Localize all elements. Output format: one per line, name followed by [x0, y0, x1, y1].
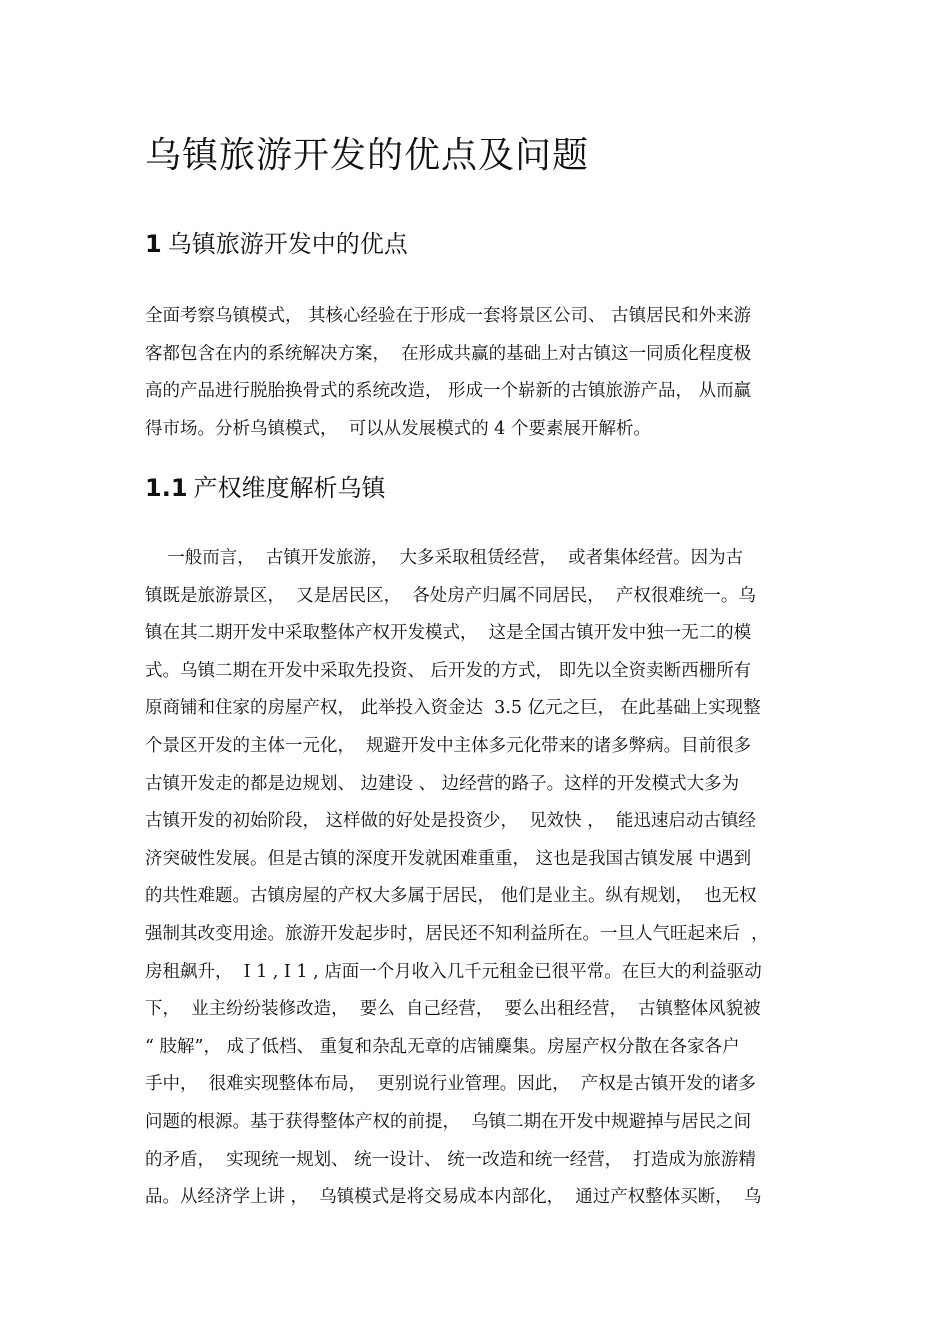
paragraph-line: 一般而言， 古镇开发旅游， 大多采取租赁经营， 或者集体经营。因为古 [145, 548, 744, 568]
paragraph-line: 古镇开发的初始阶段， 这样做的好处是投资少， 见效快 ， 能迅速启动古镇经 [145, 811, 756, 832]
paragraph-line: “ 肢解”， 成了低档、 重复和杂乱无章的店铺麇集。房屋产权分散在各家各户 [145, 1036, 740, 1057]
paragraph-line: 古镇开发走的都是边规划、 边建设 、 边经营的路子。这样的开发模式大多为 [145, 773, 740, 794]
section-1-1-heading [145, 472, 386, 504]
section-1-heading [145, 228, 408, 260]
paragraph-line: 原商铺和住家的房屋产权， 此举投入资金达 3.5 亿元之巨， 在此基础上实现整 [145, 698, 761, 719]
paragraph-line: 手中， 很难实现整体布局， 更别说行业管理。因此， 产权是古镇开发的诸多 [145, 1074, 756, 1095]
paragraph-line: 式。乌镇二期在开发中采取先投资、 后开发的方式， 即先以全资卖断西栅所有 [145, 660, 752, 681]
paragraph-line: 镇既是旅游景区， 又是居民区， 各处房产归属不同居民， 产权很难统一。乌 [145, 585, 756, 606]
paragraph-line: 得市场。分析乌镇模式， 可以从发展模式的 4 个要素展开解析。 [145, 418, 651, 439]
section-1-1-paragraph [145, 540, 815, 1217]
paragraph-line: 个景区开发的主体一元化， 规避开发中主体多元化带来的诸多弊病。目前很多 [145, 735, 752, 756]
paragraph-line: 品。从经济学上讲 ， 乌镇模式是将交易成本内部化， 通过产权整体买断， 乌 [145, 1187, 762, 1208]
section-1-heading-text: 乌镇旅游开发中的优点 [167, 230, 408, 258]
document-title: 乌镇旅游开发的优点及问题 [145, 135, 590, 176]
section-1-number: 1 [145, 230, 162, 258]
paragraph-line: 下， 业主纷纷装修改造， 要么 自己经营， 要么出租经营， 古镇整体风貌被 [145, 999, 761, 1020]
paragraph-line: 客都包含在内的系统解决方案， 在形成共赢的基础上对古镇这一同质化程度极 [145, 343, 752, 364]
section-1-1-heading-text: 产权维度解析乌镇 [193, 474, 386, 502]
section-1-paragraph [145, 298, 815, 448]
paragraph-line: 济突破性发展。但是古镇的深度开发就困难重重， 这也是我国古镇发展 中遇到 [145, 848, 752, 869]
section-1-1-number: 1.1 [145, 474, 188, 502]
paragraph-line: 全面考察乌镇模式， 其核心经验在于形成一套将景区公司、 古镇居民和外来游 [145, 306, 752, 326]
paragraph-line: 房租飙升， I 1 , I 1 , 店面一个月收入几千元租金已很平常。在巨大的利益驱动 [145, 961, 762, 982]
paragraph-line: 镇在其二期开发中采取整体产权开发模式， 这是全国古镇开发中独一无二的模 [145, 623, 752, 644]
paragraph-line: 的共性难题。古镇房屋的产权大多属于居民， 他们是业主。纵有规划， 也无权 [145, 886, 757, 907]
paragraph-line: 强制其改变用途。旅游开发起步时，居民还不知利益所在。一旦人气旺起来后 ， [145, 923, 769, 944]
paragraph-line: 高的产品进行脱胎换骨式的系统改造， 形成一个崭新的古镇旅游产品， 从而赢 [145, 381, 752, 402]
paragraph-line: 的矛盾， 实现统一规划、 统一设计、 统一改造和统一经营， 打造成为旅游精 [145, 1149, 756, 1170]
paragraph-line: 问题的根源。基于获得整体产权的前提， 乌镇二期在开发中规避掉与居民之间 [145, 1111, 752, 1132]
